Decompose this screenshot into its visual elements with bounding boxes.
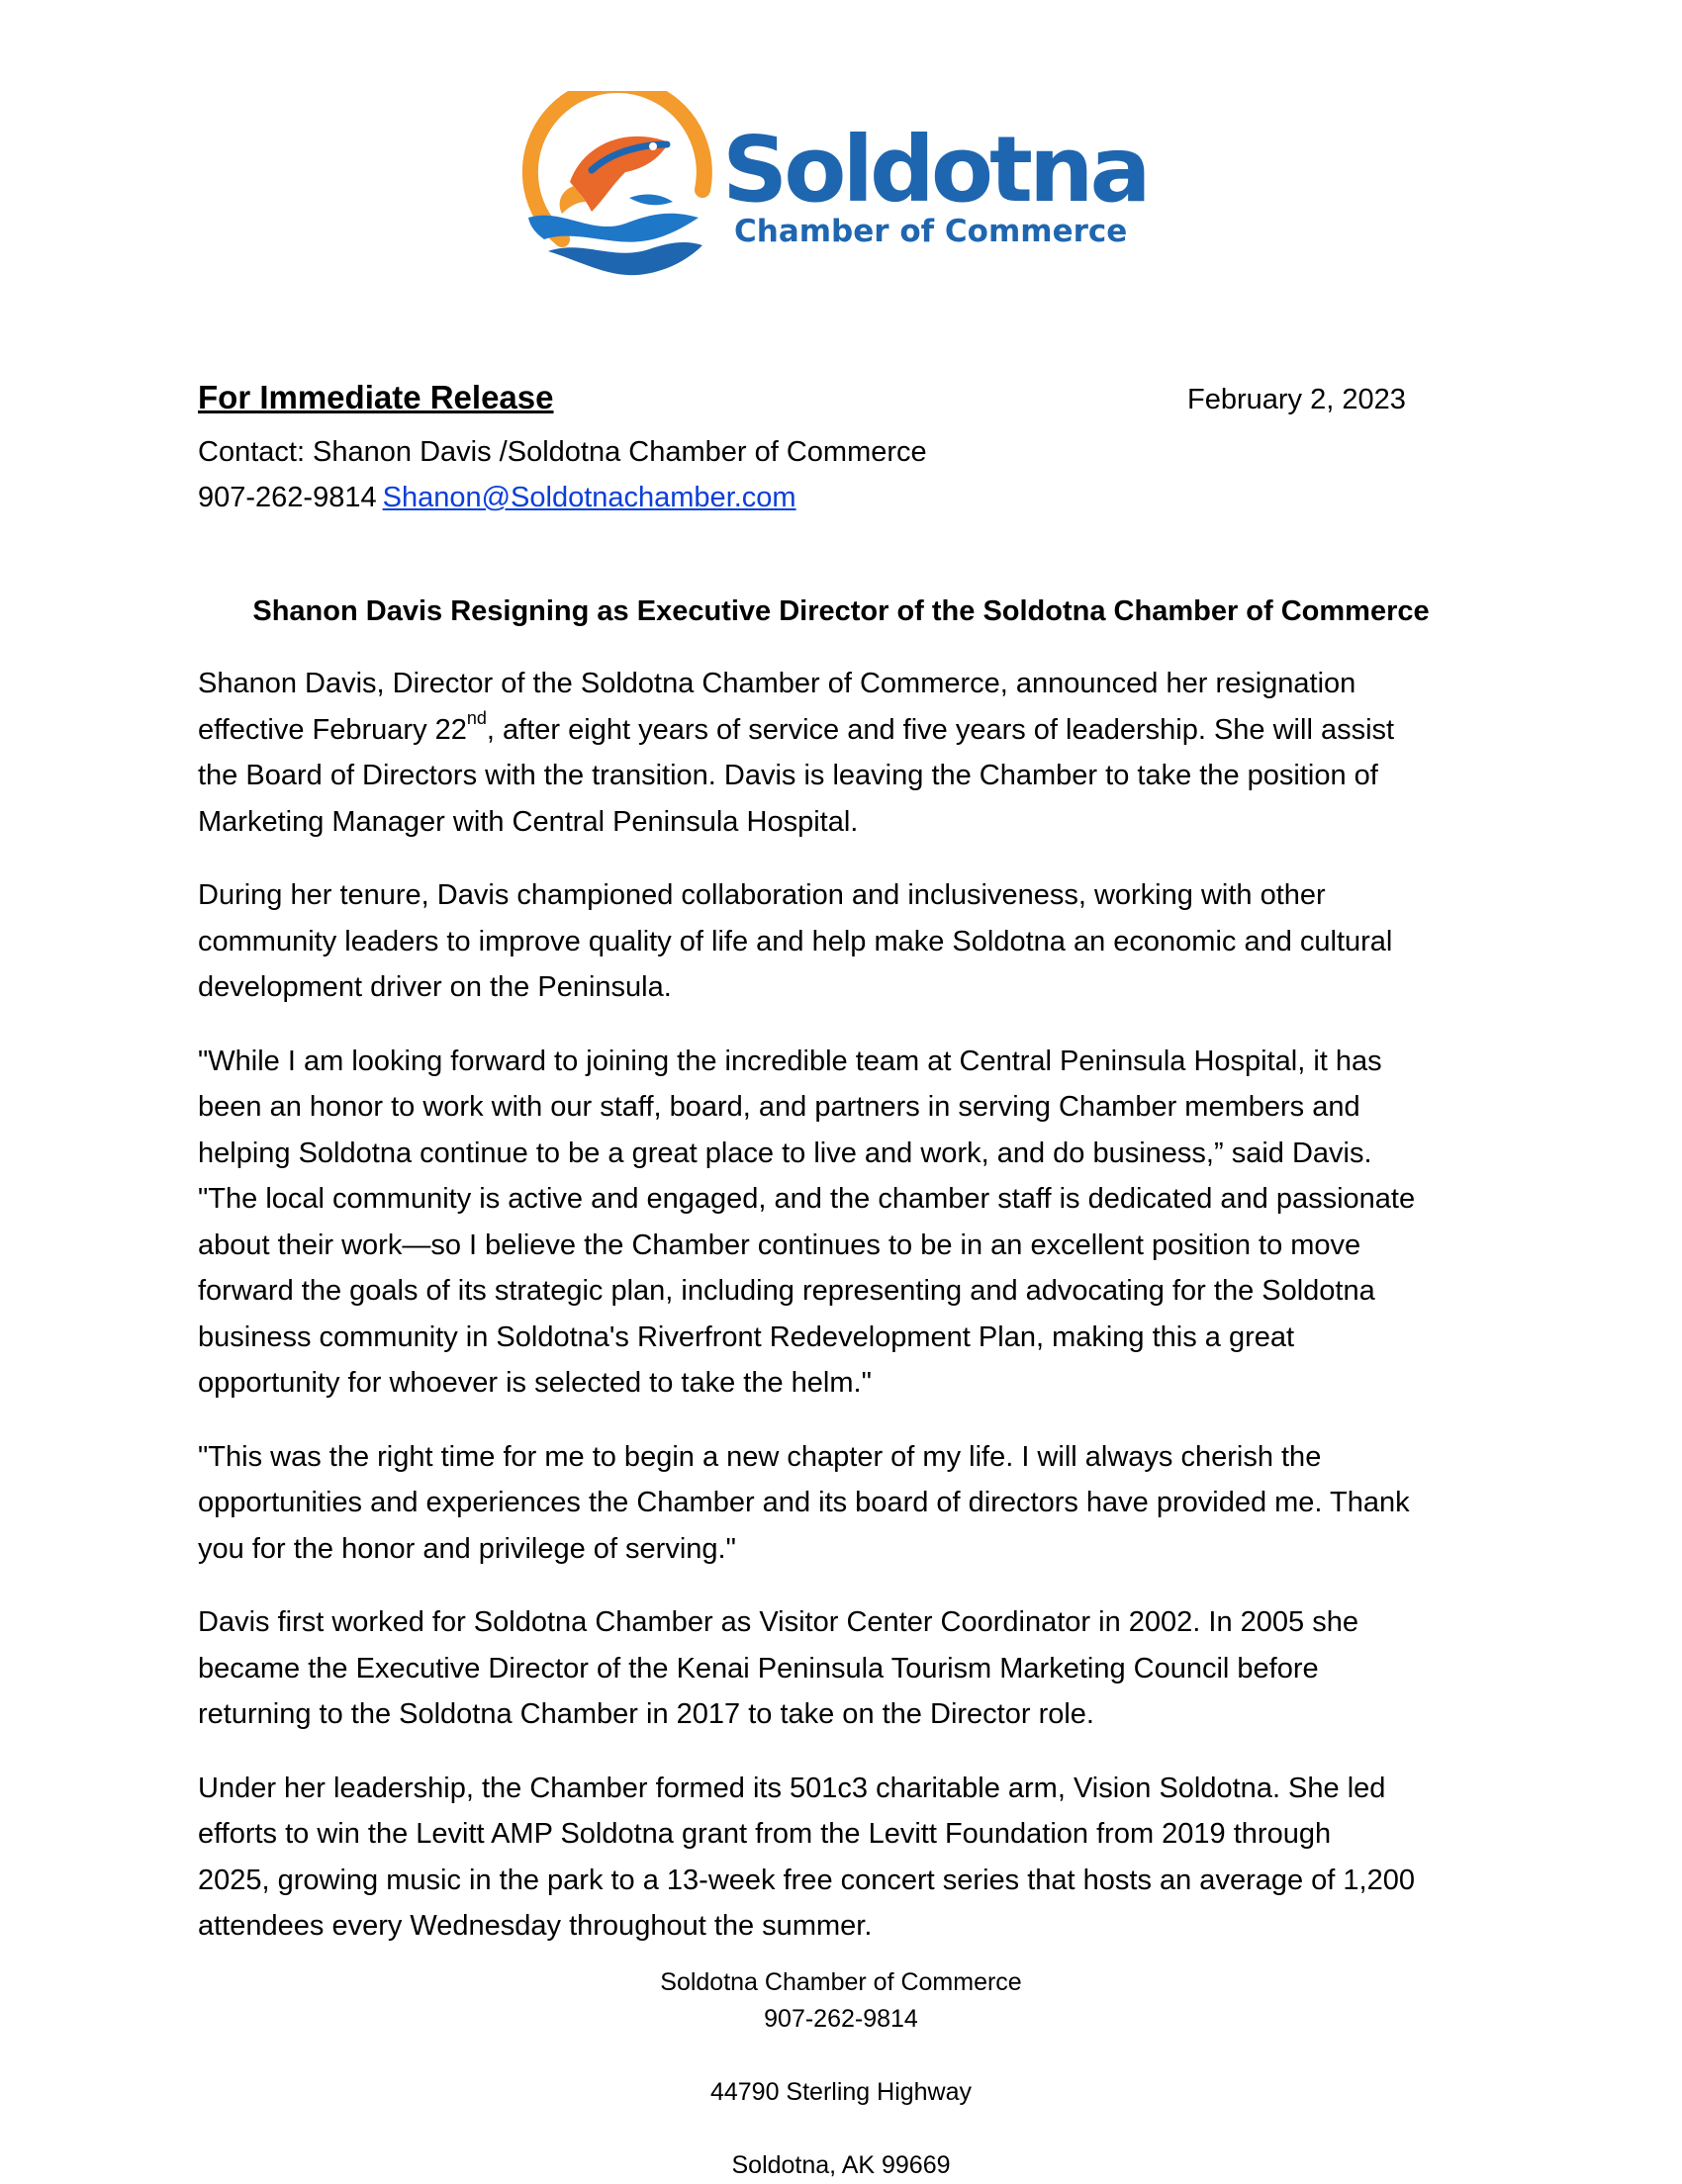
paragraph-2 xyxy=(198,872,1494,1011)
paragraph-line: community leaders to improve quality of life and help make Soldotna an economic and cultural xyxy=(198,925,1393,957)
paragraph-line: returning to the Soldotna Chamber in 2017 to take on the Director role. xyxy=(198,1698,1094,1730)
paragraph-line: opportunities and experiences the Chamber and its board of directors have provided me. Thank xyxy=(198,1487,1410,1518)
release-date: February 2, 2023 xyxy=(1187,384,1406,415)
footer-phone: 907-262-9814 xyxy=(764,2005,918,2033)
effective-date-text: effective February 22 xyxy=(198,713,467,746)
paragraph-line: the Board of Directors with the transition. Davis is leaving the Chamber to take the position of xyxy=(198,760,1378,791)
paragraph-1 xyxy=(198,661,1494,845)
paragraph-line: 2025, growing music in the park to a 13-week free concert series that hosts an average of 1,200 xyxy=(198,1864,1415,1896)
paragraph-line: development driver on the Peninsula. xyxy=(198,971,672,1003)
contact-phone-email-line xyxy=(198,475,927,520)
paragraph-line: Shanon Davis, Director of the Soldotna Chamber of Commerce, announced her resignation xyxy=(198,668,1356,699)
paragraph-line: Under her leadership, the Chamber formed its 501c3 charitable arm, Vision Soldotna. She led xyxy=(198,1772,1386,1804)
press-release-body xyxy=(198,661,1494,1977)
contact-email-link[interactable]: Shanon@Soldotnachamber.com xyxy=(382,482,796,513)
contact-line: Contact: Shanon Davis /Soldotna Chamber of Commerce xyxy=(198,436,927,468)
footer-address-line xyxy=(198,2001,1484,2184)
paragraph-line: Davis first worked for Soldotna Chamber as Visitor Center Coordinator in 2002. In 2005 she xyxy=(198,1606,1358,1638)
page-footer xyxy=(198,1964,1484,2184)
contact-phone: 907-262-9814 xyxy=(198,482,377,513)
paragraph-line: business community in Soldotna's Riverfront Redevelopment Plan, making this a great xyxy=(198,1320,1295,1353)
paragraph-5 xyxy=(198,1599,1494,1738)
paragraph-line xyxy=(198,707,1494,754)
paragraph-line: helping Soldotna continue to be a great place to live and work, and do business,” said Davis. xyxy=(198,1137,1372,1169)
paragraph-line: Marketing Manager with Central Peninsula Hospital. xyxy=(198,805,859,838)
footer-org: Soldotna Chamber of Commerce xyxy=(660,1968,1022,1996)
salmon-wave-emblem-icon xyxy=(522,91,715,279)
paragraph-3 xyxy=(198,1039,1494,1407)
paragraph-line: During her tenure, Davis championed collaboration and inclusiveness, working with other xyxy=(198,879,1326,911)
paragraph-line: about their work—so I believe the Chamber continues to be in an excellent position to move xyxy=(198,1228,1361,1261)
logo-wordmark: Soldotna xyxy=(722,117,1148,223)
paragraph-line: you for the honor and privilege of serving." xyxy=(198,1532,736,1565)
release-label: For Immediate Release xyxy=(198,379,554,415)
paragraph-line: efforts to win the Levitt AMP Soldotna grant from the Levitt Foundation from 2019 through xyxy=(198,1818,1332,1850)
ordinal-suffix: nd xyxy=(466,707,487,728)
logo-tagline: Chamber of Commerce xyxy=(734,214,1128,249)
paragraph-line: forward the goals of its strategic plan, including representing and advocating for the Soldotna xyxy=(198,1275,1375,1307)
paragraph-4 xyxy=(198,1434,1494,1573)
footer-street: 44790 Sterling Highway xyxy=(709,2078,973,2106)
contact-block xyxy=(198,429,927,520)
paragraph-line: opportunity for whoever is selected to take the helm." xyxy=(198,1367,872,1399)
paragraph-6 xyxy=(198,1766,1494,1950)
footer-city: Soldotna, AK 99669 xyxy=(731,2151,951,2179)
paragraph-line: "This was the right time for me to begin a new chapter of my life. I will always cherish the xyxy=(198,1440,1322,1473)
chamber-logo xyxy=(522,91,1148,279)
press-release-headline: Shanon Davis Resigning as Executive Director of the Soldotna Chamber of Commerce xyxy=(252,595,1430,627)
paragraph-line: "The local community is active and engaged, and the chamber staff is dedicated and passionate xyxy=(198,1183,1416,1215)
paragraph-line: been an honor to work with our staff, board, and partners in serving Chamber members and xyxy=(198,1091,1360,1123)
paragraph-line: attendees every Wednesday throughout the summer. xyxy=(198,1910,873,1942)
paragraph-line: became the Executive Director of the Kenai Peninsula Tourism Marketing Council before xyxy=(198,1652,1319,1684)
paragraph-line: "While I am looking forward to joining the incredible team at Central Peninsula Hospital, it has xyxy=(198,1045,1382,1077)
paragraph-text: , after eight years of service and five years of leadership. She will assist xyxy=(486,713,1395,746)
